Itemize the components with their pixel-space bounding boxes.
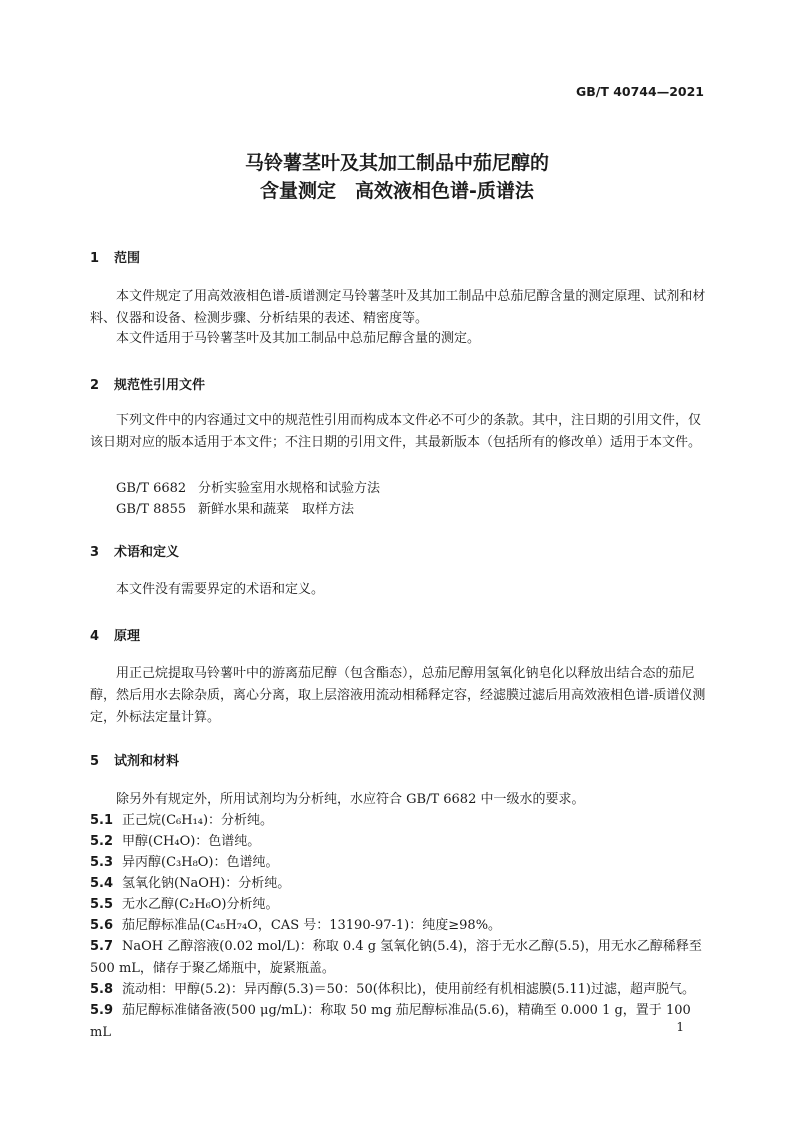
normative-reference — [116, 477, 380, 496]
section-title: 原理 — [114, 629, 141, 644]
clause-number: 5.5 — [90, 897, 114, 912]
section-number: 3 — [90, 545, 100, 560]
section-number: 1 — [90, 251, 100, 266]
clause-item — [90, 894, 706, 916]
section-title: 范围 — [114, 251, 141, 266]
clause-number: 5.2 — [90, 834, 114, 849]
reference-code: GB/T 6682 — [116, 481, 187, 496]
section-5-heading — [90, 750, 179, 769]
clause-text: 氢氧化钠(NaOH)：分析纯。 — [122, 876, 291, 891]
section-number: 2 — [90, 378, 100, 393]
section-5-para-1: 除另外有规定外，所用试剂均为分析纯，水应符合 GB/T 6682 中一级水的要求。 — [116, 792, 585, 807]
clause-number: 5.8 — [90, 982, 114, 997]
clause-number: 5.1 — [90, 813, 114, 828]
doc-title-line-2: 含量测定 高效液相色谱-质谱法 — [260, 180, 534, 202]
reference-code: GB/T 8855 — [116, 502, 187, 517]
clause-item — [90, 873, 706, 895]
section-2-heading — [90, 374, 205, 393]
section-3-heading — [90, 541, 179, 560]
clause-text: 甲醇(CH₄O)：色谱纯。 — [122, 834, 261, 849]
doc-title-line-1: 马铃薯茎叶及其加工制品中茄尼醇的 — [244, 152, 549, 174]
clause-item — [90, 831, 706, 853]
clause-number: 5.6 — [90, 918, 114, 933]
section-2-para-1: 下列文件中的内容通过文中的规范性引用而构成本文件必不可少的条款。其中，注日期的引用文件，仅该日期对应的版本适用于本文件；不注日期的引用文件，其最新版本（包括所有的修改单）适用于本文件。 — [90, 413, 702, 450]
reference-name: 分析实验室用水规格和试验方法 — [198, 481, 381, 496]
clause-text: 茄尼醇标准储备液(500 μg/mL)：称取 50 mg 茄尼醇标准品(5.6)，精确至 0.000 1 g，置于 100 mL — [90, 1003, 691, 1040]
clause-text: 无水乙醇(C₂H₆O)分析纯。 — [122, 897, 279, 912]
clause-text: NaOH 乙醇溶液(0.02 mol/L)：称取 0.4 g 氢氧化钠(5.4)，溶于无水乙醇(5.5)，用无水乙醇稀释至 500 mL，储存于聚乙烯瓶中，旋紧瓶盖。 — [90, 939, 702, 976]
reference-name: 新鲜水果和蔬菜 取样方法 — [198, 502, 355, 517]
clause-item — [90, 1000, 706, 1044]
section-3-para-1: 本文件没有需要界定的术语和定义。 — [116, 582, 325, 597]
clause-number: 5.7 — [90, 939, 114, 954]
section-number: 4 — [90, 629, 100, 644]
section-1-para-1: 本文件规定了用高效液相色谱-质谱测定马铃薯茎叶及其加工制品中总茄尼醇含量的测定原理、试剂和材料、仪器和设备、检测步骤、分析结果的表述、精密度等。 — [90, 289, 706, 326]
section-1-para-2: 本文件适用于马铃薯茎叶及其加工制品中总茄尼醇含量的测定。 — [116, 331, 481, 346]
clause-number: 5.4 — [90, 876, 114, 891]
clause-item — [90, 852, 706, 874]
section-title: 试剂和材料 — [114, 754, 180, 769]
standard-number: GB/T 40744—2021 — [575, 84, 704, 99]
clause-item — [90, 936, 706, 980]
section-1-heading — [90, 247, 140, 266]
clause-item — [90, 979, 706, 1001]
clause-text: 正己烷(C₆H₁₄)：分析纯。 — [122, 813, 274, 828]
page-number: 1 — [676, 1020, 684, 1034]
clause-number: 5.9 — [90, 1003, 114, 1018]
section-4-heading — [90, 625, 140, 644]
section-4-para-1: 用正己烷提取马铃薯叶中的游离茄尼醇（包含酯态），总茄尼醇用氢氧化钠皂化以释放出结合态的茄尼醇，然后用水去除杂质，离心分离，取上层溶液用流动相稀释定容，经滤膜过滤后用高效液相色谱-质谱仪测定，外标法定量计算。 — [90, 666, 706, 725]
clause-number: 5.3 — [90, 855, 114, 870]
clause-text: 流动相：甲醇(5.2)：异丙醇(5.3)＝50：50(体积比)，使用前经有机相滤膜(5.11)过滤，超声脱气。 — [122, 982, 695, 997]
clause-item — [90, 915, 706, 937]
section-title: 术语和定义 — [114, 545, 180, 560]
section-number: 5 — [90, 754, 100, 769]
clause-text: 茄尼醇标准品(C₄₅H₇₄O，CAS 号：13190-97-1)：纯度≥98%。 — [122, 918, 502, 933]
clause-text: 异丙醇(C₃H₈O)：色谱纯。 — [122, 855, 279, 870]
normative-reference — [116, 498, 354, 517]
section-title: 规范性引用文件 — [114, 378, 206, 393]
clause-item — [90, 810, 706, 832]
